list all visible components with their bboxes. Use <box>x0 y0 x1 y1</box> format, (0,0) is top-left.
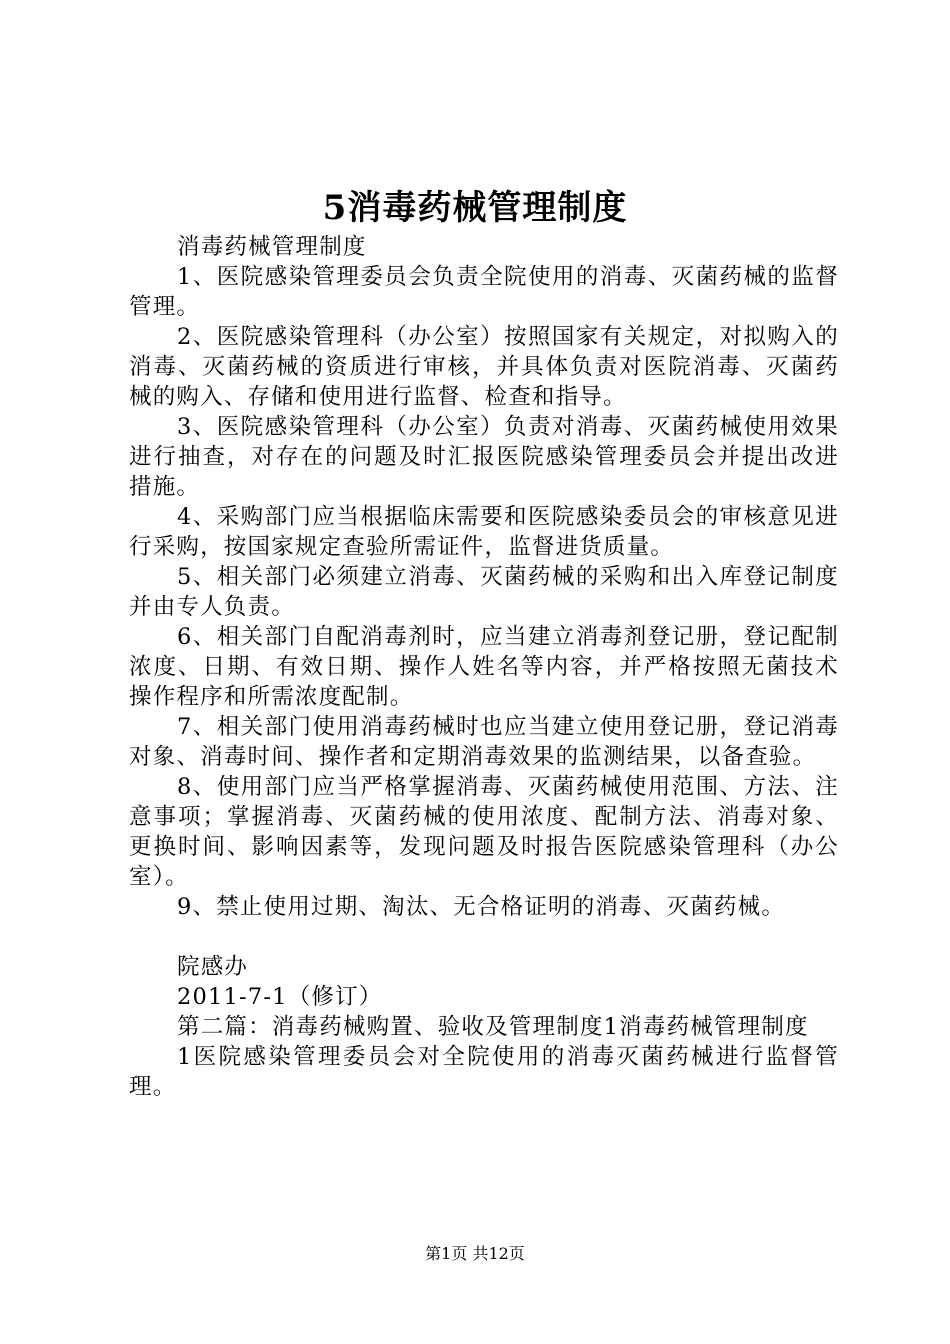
document-title: 5消毒药械管理制度 <box>322 188 628 228</box>
paragraph-item-6: 6、相关部门自配消毒剂时，应当建立消毒剂登记册，登记配制浓度、日期、有效日期、操作人姓名等内容，并严格按照无菌技术操作程序和所需浓度配制。 <box>129 624 839 710</box>
paragraph-item-5: 5、相关部门必须建立消毒、灭菌药械的采购和出入库登记制度并由专人负责。 <box>129 564 839 620</box>
paragraph-subtitle: 消毒药械管理制度 <box>177 234 367 260</box>
paragraph-item-9: 9、禁止使用过期、淘汰、无合格证明的消毒、灭菌药械。 <box>177 894 786 920</box>
paragraph-item-4: 4、采购部门应当根据临床需要和医院感染委员会的审核意见进行采购，按国家规定查验所需证件，监督进货质量。 <box>129 504 839 560</box>
blank-line <box>129 922 839 952</box>
page-number: 第1页 共12页 <box>425 1244 525 1263</box>
signature: 院感办 <box>177 954 249 980</box>
second-part-item-1: 1医院感染管理委员会对全院使用的消毒灭菌药械进行监督管理。 <box>129 1044 839 1100</box>
paragraph-item-3: 3、医院感染管理科（办公室）负责对消毒、灭菌药械使用效果进行抽查，对存在的问题及时汇报医院感染管理委员会并提出改进措施。 <box>129 414 839 500</box>
paragraph-item-1: 1、医院感染管理委员会负责全院使用的消毒、灭菌药械的监督管理。 <box>129 264 839 320</box>
paragraph-item-7: 7、相关部门使用消毒药械时也应当建立使用登记册，登记消毒对象、消毒时间、操作者和定期消毒效果的监测结果，以备查验。 <box>129 714 839 770</box>
paragraph-item-8: 8、使用部门应当严格掌握消毒、灭菌药械使用范围、方法、注意事项；掌握消毒、灭菌药械的使用浓度、配制方法、消毒对象、更换时间、影响因素等，发现问题及时报告医院感染管理科（办公室）。 <box>129 774 839 890</box>
revision-date: 2011-7-1（修订） <box>177 984 383 1010</box>
document-body <box>129 232 839 1102</box>
second-part-heading: 第二篇：消毒药械购置、验收及管理制度1消毒药械管理制度 <box>177 1014 809 1040</box>
paragraph-item-2: 2、医院感染管理科（办公室）按照国家有关规定，对拟购入的消毒、灭菌药械的资质进行审核，并具体负责对医院消毒、灭菌药械的购入、存储和使用进行监督、检查和指导。 <box>129 324 839 410</box>
